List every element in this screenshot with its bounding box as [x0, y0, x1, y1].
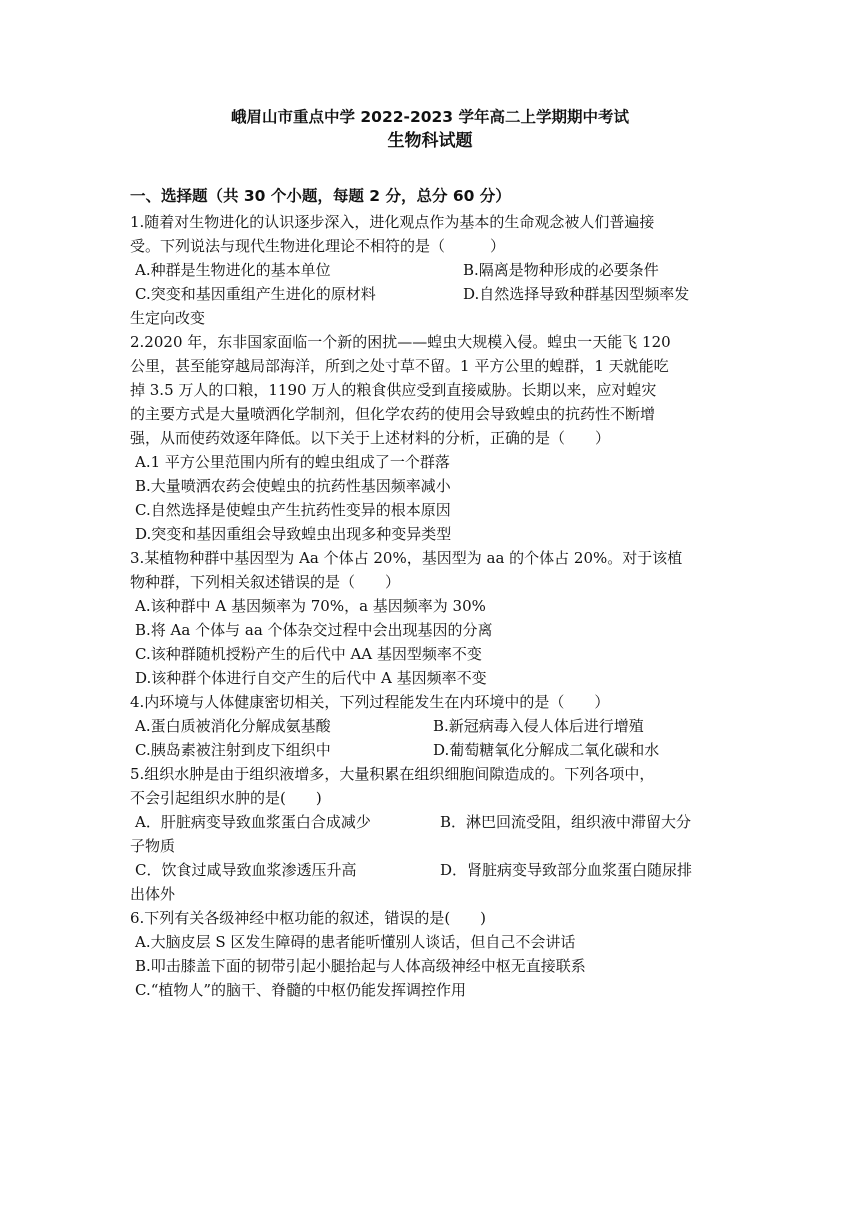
option-c: C.突变和基因重组产生进化的原材料 — [135, 285, 376, 303]
question-stem-line: 掉 3.5 万人的口粮，1190 万人的粮食供应受到直接威胁。长期以来，应对蝗灾 — [130, 381, 657, 399]
question-6 — [130, 906, 730, 1002]
option-d: D．肾脏病变导致部分血浆蛋白随尿排 — [440, 861, 693, 879]
option-d: D.该种群个体进行自交产生的后代中 A 基因频率不变 — [135, 669, 487, 687]
exam-title: 峨眉山市重点中学 2022-2023 学年高二上学期期中考试 — [230, 108, 629, 126]
question-stem-line: 受。下列说法与现代生物进化理论不相符的是（ ） — [130, 237, 506, 255]
option-b-continued: 子物质 — [130, 837, 176, 855]
question-1 — [130, 210, 730, 330]
option-a: A.大脑皮层 S 区发生障碍的患者能听懂别人谈话，但自己不会讲话 — [135, 933, 576, 951]
question-stem-line: 物种群，下列相关叙述错误的是（ ） — [130, 573, 401, 591]
option-c: C.“植物人”的脑干、脊髓的中枢仍能发挥调控作用 — [135, 981, 467, 999]
option-d: D.突变和基因重组会导致蝗虫出现多种变异类型 — [135, 525, 452, 543]
option-a: A．肝脏病变导致血浆蛋白合成减少 — [135, 813, 371, 831]
option-row — [130, 810, 730, 858]
question-stem-line: 公里，甚至能穿越局部海洋，所到之处寸草不留。1 平方公里的蝗群，1 天就能吃 — [130, 357, 669, 375]
question-3 — [130, 546, 730, 690]
question-stem-line: 2.2020 年，东非国家面临一个新的困扰——蝗虫大规模入侵。蝗虫一天能飞 120 — [130, 333, 671, 351]
question-stem-line: 6.下列有关各级神经中枢功能的叙述，错误的是( ) — [130, 909, 487, 927]
option-c: C.该种群随机授粉产生的后代中 AA 基因型频率不变 — [135, 645, 482, 663]
exam-content — [130, 106, 730, 1002]
question-stem-line: 4.内环境与人体健康密切相关，下列过程能发生在内环境中的是（ ） — [130, 693, 610, 711]
section-heading: 一、选择题（共 30 个小题，每题 2 分，总分 60 分） — [130, 187, 511, 205]
option-a: A.蛋白质被消化分解成氨基酸 — [135, 717, 331, 735]
question-stem-line: 不会引起组织水肿的是( ) — [130, 789, 322, 807]
option-row — [130, 858, 730, 906]
option-row — [130, 258, 730, 282]
option-d-continued: 出体外 — [130, 885, 176, 903]
option-d: D.葡萄糖氧化分解成二氧化碳和水 — [433, 741, 660, 759]
option-a: A.种群是生物进化的基本单位 — [135, 261, 331, 279]
option-b: B.大量喷洒农药会使蝗虫的抗药性基因频率减小 — [135, 477, 451, 495]
option-b: B.将 Aa 个体与 aa 个体杂交过程中会出现基因的分离 — [135, 621, 493, 639]
option-b: B．淋巴回流受阻，组织液中滞留大分 — [440, 813, 692, 831]
option-b: B.叩击膝盖下面的韧带引起小腿抬起与人体高级神经中枢无直接联系 — [135, 957, 586, 975]
option-row — [130, 738, 730, 762]
question-2 — [130, 330, 730, 546]
question-stem-line: 强，从而使药效逐年降低。以下关于上述材料的分析，正确的是（ ） — [130, 429, 611, 447]
question-stem-line: 的主要方式是大量喷洒化学制剂，但化学农药的使用会导致蝗虫的抗药性不断增 — [130, 405, 656, 423]
option-a: A.该种群中 A 基因频率为 70%，a 基因频率为 30% — [135, 597, 486, 615]
question-stem-line: 5.组织水肿是由于组织液增多，大量积累在组织细胞间隙造成的。下列各项中， — [130, 765, 655, 783]
option-c: C.自然选择是使蝗虫产生抗药性变异的根本原因 — [135, 501, 451, 519]
question-4 — [130, 690, 730, 762]
question-stem-line: 1.随着对生物进化的认识逐步深入，进化观点作为基本的生命观念被人们普遍接 — [130, 213, 655, 231]
question-5 — [130, 762, 730, 906]
option-b: B.隔离是物种形成的必要条件 — [463, 261, 659, 279]
question-stem-line: 3.某植物种群中基因型为 Aa 个体占 20%，基因型为 aa 的个体占 20%。对于该植 — [130, 549, 683, 567]
option-row — [130, 714, 730, 738]
option-row — [130, 282, 730, 330]
option-a: A.1 平方公里范围内所有的蝗虫组成了一个群落 — [135, 453, 450, 471]
option-d: D.自然选择导致种群基因型频率发 — [463, 285, 690, 303]
option-c: C．饮食过咸导致血浆渗透压升高 — [135, 861, 357, 879]
option-c: C.胰岛素被注射到皮下组织中 — [135, 741, 331, 759]
exam-subject-title: 生物科试题 — [387, 131, 473, 151]
option-d-continued: 生定向改变 — [130, 309, 206, 327]
option-b: B.新冠病毒入侵人体后进行增殖 — [433, 717, 644, 735]
